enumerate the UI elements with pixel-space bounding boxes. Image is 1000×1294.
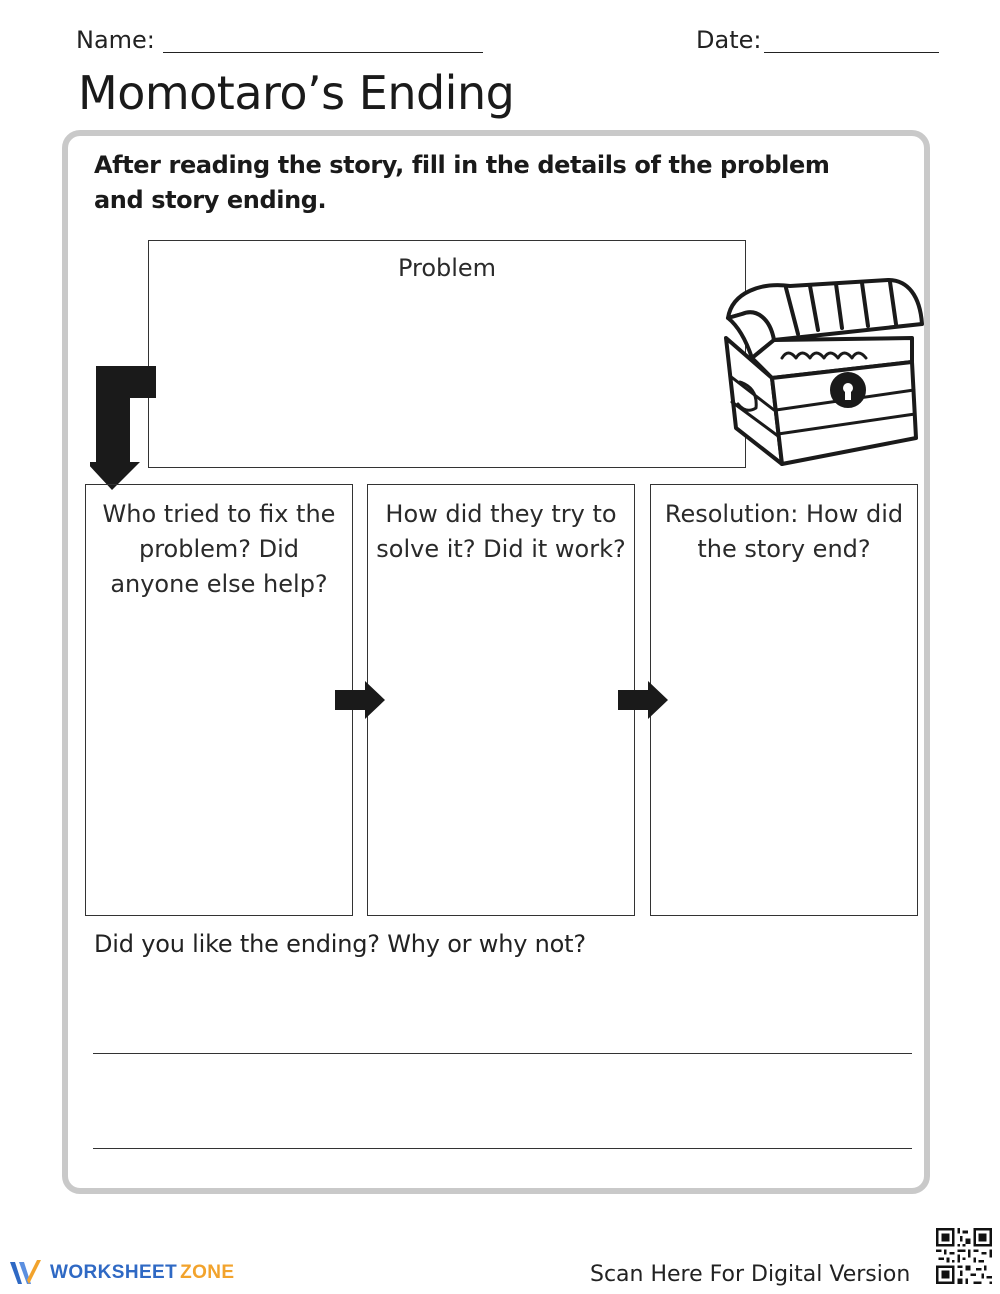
brand-text-worksheet: WORKSHEET: [50, 1262, 178, 1283]
date-field[interactable]: [764, 52, 939, 53]
right-arrow-icon: [335, 681, 385, 719]
treasure-chest-icon: [712, 278, 928, 476]
date-label: Date:: [696, 26, 762, 54]
problem-box[interactable]: [148, 240, 746, 468]
step-label-how: How did they try to solve it? Did it work?: [376, 500, 626, 563]
page-title: Momotaro’s Ending: [78, 66, 515, 120]
step-label-resolution: Resolution: How did the story end?: [664, 500, 904, 563]
name-field[interactable]: [163, 52, 483, 53]
step-box-who[interactable]: [85, 484, 353, 916]
step-label-who: Who tried to fix the problem? Did anyone else help?: [102, 500, 336, 598]
right-arrow-icon: [618, 681, 668, 719]
problem-label: Problem: [397, 254, 497, 282]
step-box-how[interactable]: [367, 484, 635, 916]
name-label: Name:: [76, 26, 155, 54]
worksheetzone-logo[interactable]: [8, 1258, 235, 1288]
answer-line[interactable]: [93, 1053, 912, 1054]
brand-text-zone: ZONE: [180, 1262, 235, 1283]
down-elbow-arrow-icon: [90, 366, 158, 490]
worksheetzone-logo-icon: [8, 1258, 44, 1288]
step-box-resolution[interactable]: [650, 484, 918, 916]
scan-instruction: Scan Here For Digital Version: [590, 1262, 911, 1287]
reflection-question: Did you like the ending? Why or why not?: [94, 930, 586, 958]
answer-line[interactable]: [93, 1148, 912, 1149]
instructions: After reading the story, fill in the details of the problem and story ending.: [94, 151, 830, 214]
qr-code-icon[interactable]: [936, 1228, 992, 1284]
